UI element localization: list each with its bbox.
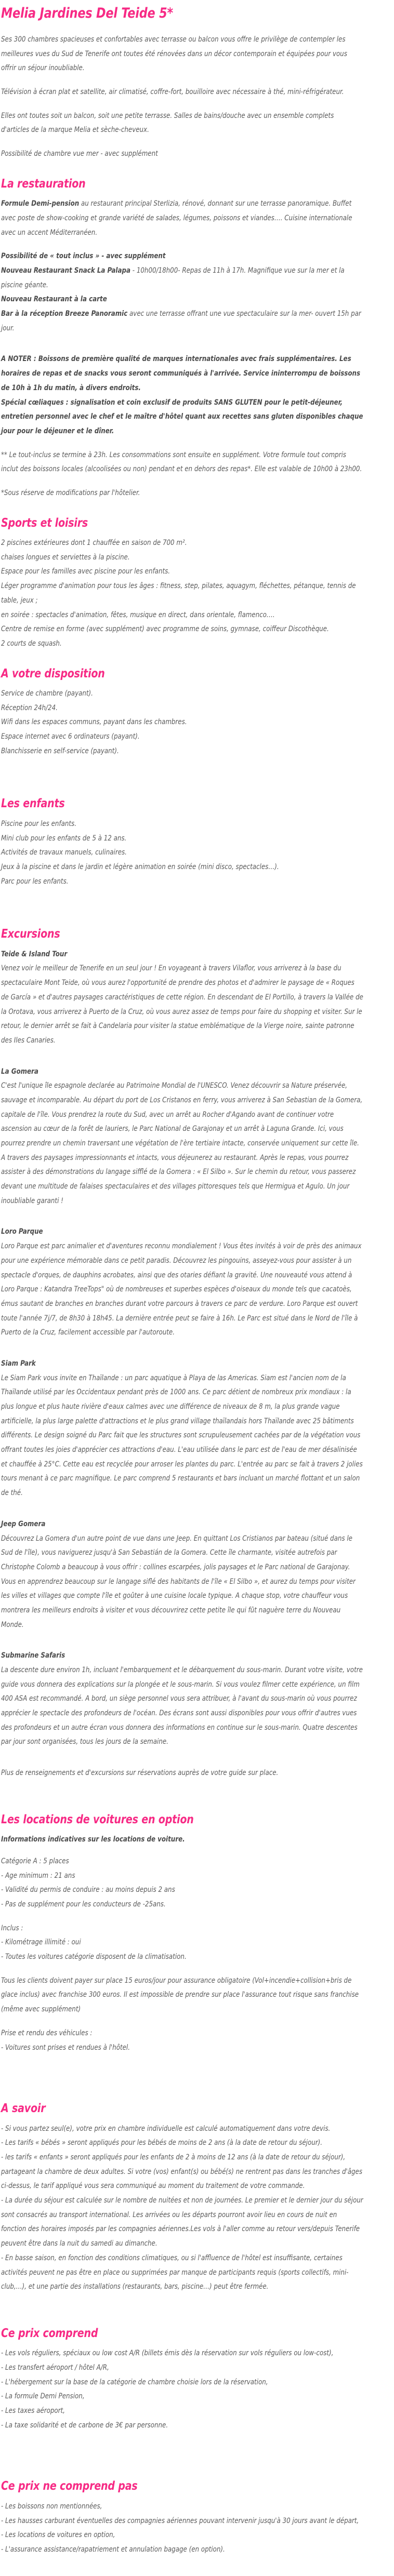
spacer	[1, 1847, 391, 1854]
list-item: chaises longues et serviettes à la piscine.	[1, 553, 130, 562]
list-item: - Les taxes aéroport,	[1, 2407, 65, 2415]
list-item: Léger programme d'animation pour tous les âges : fitness, step, pilates, aquagym, fléchettes, pétanque, tennis de table, jeux ;	[1, 582, 356, 605]
list-item: - Les locations de voitures en option,	[1, 2531, 115, 2540]
locations-prise-block	[1, 2026, 391, 2055]
excursion-description: Loro Parque est parc animalier et d'aventures reconnu mondialement ! Vous êtes invités à voir de près des animaux pour une expérience mémorable dans ce petit paradis. Découvrez les pingouins, asseyez-vous pour assister à un spectacle d'orques, de dauphins acrobates, ainsi que des otaries défiant la gravité. Une nouveauté vous attend à Loro Parque : Katandra TreeTops" où de nombreuses et superbes espèces d'oiseaux du monde tels que cacatoès, émus sautant de branches en branches durant votre parcours à travers ce parc de verdure. Loro Parque est ouvert toute l'année 7j/7, de 8h30 à 18h45. La dernière entrée peut se faire à 16h. Le Parc est situé dans le Nord de l'île à Puerto de la Cruz, facilement accessible par l'autoroute.	[1, 1242, 362, 1337]
spacer	[1, 1641, 391, 1649]
excursion-submarine-safaris	[1, 1649, 391, 1750]
excursion-siam-park	[1, 1357, 391, 1501]
list-item: - Voitures sont prises et rendues à l'hôtel.	[1, 2043, 130, 2052]
spacer	[1, 1759, 391, 1766]
enfants-list	[1, 817, 391, 889]
locations-inclus-label: Inclus :	[1, 1924, 23, 1932]
excursions-closing: Plus de renseignements et d'excursions sur réservations auprès de votre guide sur place.	[1, 1769, 279, 1778]
restauration-item-label: Possibilité de « tout inclus » - avec supplément	[1, 252, 166, 261]
intro-paragraph-3: Elles ont toutes soit un balcon, soit une petite terrasse. Salles de bains/douche avec un ensemble complets d'articles de la marque Melia et sèche-cheveux.	[1, 111, 334, 135]
section-title-sports: Sports et loisirs	[1, 516, 88, 530]
list-item: 2 courts de squash.	[1, 639, 62, 648]
spacer	[1, 1790, 391, 1797]
spacer	[1, 2442, 391, 2464]
section-title-locations: Les locations de voitures en option	[1, 1812, 194, 1826]
spacer	[1, 1350, 391, 1357]
list-item: Parc pour les enfants.	[1, 877, 69, 886]
locations-intro: Informations indicatives sur les locations de voiture.	[1, 1835, 185, 1844]
excursion-description: La descente dure environ 1h, incluant l'embarquement et le débarquement du sous-marin. Durant votre visite, votre guide vous donnera des explications sur la plongée et le sous-marin. Si vous voulez filmer cette expérience, un film 400 ASA est recommandé. A bord, un siège personnel vous sera attribuer, à l'avant du sous-marin où vous pourrez apprécier le spectacle des profondeurs de l'océan. Des écrans sont aussi disponibles pour vous offrir d'autres vues des profondeurs et un autre écran vous donnera des informations en continue sur le sous-marin. Quatre descentes par jour sont organisées, tous les jours de la semaine.	[1, 1666, 363, 1746]
list-item: - Kilométrage illimité : oui	[1, 1938, 81, 1947]
restauration-item-label: Nouveau Restaurant Snack La Palapa	[1, 266, 131, 275]
list-item: Jeux à la piscine et dans le jardin et légère animation en soirée (mini disco, spectacles…).	[1, 862, 279, 871]
spacer	[1, 898, 391, 912]
section-title-comprend: Ce prix comprend	[1, 2326, 98, 2340]
list-item: - La durée du séjour est calculée sur le nombre de nuitées et non de journées. Le premier et le dernier jour du séjour sont consacrés au transport international. Les arrivées ou les départs pourront avoir lieu en cours de nuit en fonction des horaires imposés par les compagnies aériennes.Les vols à l'aller comme au retour vers/depuis Tenerife peuvent être dans la nuit du samedi au dimanche.	[1, 2196, 363, 2248]
sports-list	[1, 536, 391, 651]
list-item: - En basse saison, en fonction des conditions climatiques, ou si l'affluence de l'hôtel est insuffisante, certaines activités peuvent ne pas être en place ou supprimées par manque de participants requis (sports collectifs, mini-club,…), et une partie des installations (restaurants, bars, piscine…) peut être fermée.	[1, 2253, 349, 2291]
restauration-item	[1, 307, 364, 336]
list-item: - Les vols réguliers, spéciaux ou low cost A/R (billets émis dès la réservation sur vols réguliers ou low-cost),	[1, 2349, 334, 2358]
excursion-name: Jeep Gomera	[1, 1519, 46, 1528]
excursion-name: Siam Park	[1, 1359, 36, 1368]
spacer	[1, 1218, 391, 1225]
formule-demi-pension-text: au restaurant principal Sterlizia, rénové, donnant sur une terrasse panoramique. Buffet avec poste de show-cooking et grande variété de salades, légumes, poissons et viandes…. Cuisine internationale avec un accent Méditerranéen.	[1, 199, 352, 237]
list-item: Wifi dans les espaces communs, payant dans les chambres.	[1, 718, 187, 727]
excursion-description: Découvrez La Gomera d'un autre point de vue dans une Jeep. En quittant Los Cristianos par bateau (situé dans le Sud de l'île), vous naviguerez jusqu'à San Sebastián de la Gomera. Cette île charmante, visitée autrefois par Christophe Colomb a beaucoup à vous offrir : collines escarpées, jolis paysages et le Parc national de Garajonay. Vous en apprendrez beaucoup sur le langage siflé des habitants de l'île « El Silbo », et aurez du temps pour visiter les villes et villages que compte l'île et goûter à une cuisine locale typique. A chaque stop, votre chauffeur vous montrera les meilleurs endroits à visiter et vous découvrirez cette petite île qui fût naguère terre du Nouveau Monde.	[1, 1534, 356, 1629]
spacer	[1, 768, 391, 781]
ne-comprend-pas-list	[1, 2500, 391, 2557]
locations-prise-label: Prise et rendu des véhicules :	[1, 2028, 93, 2037]
formule-demi-pension-label: Formule Demi-pension	[1, 199, 80, 208]
list-item: - L'hébergement sur la base de la catégorie de chambre choisie lors de la réservation,	[1, 2378, 268, 2386]
restauration-item	[1, 264, 364, 292]
footnote-tout-inclus: ** Le tout-inclus se termine à 23h. Les consommations sont ensuite en supplément. Votre formule tout compris inclut des boissons locales (alcoolisées ou non) pendant et en dehors des repas*. Elle est valable de 10h00 à 23h00.	[1, 450, 362, 474]
list-item: - Validité du permis de conduire : au moins depuis 2 ans	[1, 1886, 175, 1894]
section-title-excursions: Excursions	[1, 927, 60, 941]
list-item: - Age minimum : 21 ans	[1, 1871, 75, 1880]
excursion-name: Submarine Safaris	[1, 1651, 65, 1660]
list-item: Service de chambre (payant).	[1, 689, 93, 698]
page-title: Melia Jardines Del Teide 5*	[1, 5, 173, 21]
list-item: Centre de remise en forme (avec supplément) avec programme de soins, gymnase, coiffeur Discothèque.	[1, 625, 329, 634]
restauration-item	[1, 249, 364, 264]
footnote-modifications: *Sous réserve de modifications par l'hôtelier.	[1, 488, 140, 497]
excursion-name: Loro Parque	[1, 1227, 43, 1236]
section-title-disposition: A votre disposition	[1, 666, 105, 680]
spacer	[1, 345, 391, 352]
list-item: Réception 24h/24.	[1, 703, 58, 712]
locations-assurance: Tous les clients doivent payer sur place 15 euros/jour pour assurance obligatoire (Vol+incendie+collision+bris de glace inclus) avec franchise 300 euros. Il est impossible de prendre sur place l'assurance tout risque sans franchise (même avec supplément)	[1, 1976, 359, 2014]
list-item: - La taxe solidarité et de carbone de 3€ par personne.	[1, 2421, 168, 2430]
list-item: 2 piscines extérieures dont 1 chauffée en saison de 700 m².	[1, 539, 187, 548]
excursion-la-gomera	[1, 1065, 391, 1209]
disposition-list	[1, 687, 391, 758]
list-item: Activités de travaux manuels, culinaires.	[1, 848, 127, 857]
list-item: Espace internet avec 6 ordinateurs (payant).	[1, 732, 140, 741]
section-title-enfants: Les enfants	[1, 797, 65, 811]
excursion-description: Le Siam Park vous invite en Thaïlande : un parc aquatique à Playa de las Americas. Siam est l'ancien nom de la Thaïlande utilisé par les Occidentaux pendant près de 1000 ans. Ce parc détient de nombreux prix mondiaux : la plus longue et plus haute rivière d'eaux calmes avec une différence de niveaux de 8 m, la plus grande vague artificielle, la plus large palette d'attractions et le plus grand village thaïlandais hors Thaïlande avec 25 bâtiments différents. Le design soigné du Parc fait que les structures sont scrupuleusement cachées par de la végétation vous offrant toutes les joies d'apprécier ces attractions d'eau. L'eau utilisée dans le parc est de l'eau de mer désalinisée et chauffée à 25°C. Cette eau est recyclée pour arroser les plantes du parc. L'entrée au parc se fait à travers 2 jolies tours menant à ce parc magnifique. Le parc comprend 5 restaurants et bars incluant un marché flottant et un salon de thé.	[1, 1373, 363, 1498]
excursion-description: C'est l'unique île espagnole declarée au Patrimoine Mondial de l'UNESCO. Venez découvrir sa Nature préservée, sauvage et incomparable. Au départ du port de Los Cristanos en ferry, vous arriverez à San Sebastian de la Gomera, capitale de l'île. Vous prendrez la route du Sud, avec un arrêt au Rocher d'Agando avant de continuer votre ascension au cœur de la forêt de lauriers, le Parc National de Garajonay et un arrêt à Laguna Grande. Ici, vous pourrez prendre un chemin traversant une végétation de l'ère tertiaire intacte, conservée uniquement sur cette île. A travers des paysages impressionnants et intacts, vous déjeunerez au restaurant. Après le repas, vous pourrez assister à des démonstrations du langage sifflé de la Gomera : « El Silbo ». Sur le chemin du retour, vous passerez devant une multitude de falaises spectaculaires et des villages pittoresques tels que Hermigua et Agulo. Un jour inoubliable garanti !	[1, 1082, 363, 1205]
list-item: - Les boissons non mentionnées,	[1, 2502, 102, 2511]
spacer	[1, 1510, 391, 1517]
comprend-list	[1, 2346, 391, 2433]
excursion-jeep-gomera	[1, 1517, 391, 1633]
excursion-teide	[1, 947, 391, 1048]
locations-inclus-block	[1, 1921, 391, 1965]
restauration-item-text: - 10h00/18h00- Repas de 11h à 17h. Magnifique vue sur la mer et la piscine géante.	[1, 266, 345, 289]
list-item: Espace pour les familles avec piscine pour les enfants.	[1, 567, 170, 576]
section-title-savoir: A savoir	[1, 2102, 46, 2116]
note-coeliaques: Spécial cœliaques : signalisation et coin exclusif de produits SANS GLUTEN pour le petit-déjeuner, entretien personnel avec le chef et le maître d'hôtel quant aux recettes sans gluten disponibles chaque jour pour le déjeuner et le dîner.	[1, 398, 363, 435]
note-a-noter: A NOTER : Boissons de première qualité de marques internationales avec frais supplémentaires. Les horaires de repas et de snacks vous seront communiqués à l'arrivée. Service ininterrompu de boissons de 10h à 1h du matin, à divers endroits.	[1, 355, 361, 392]
locations-categorie: Catégorie A : 5 places	[1, 1857, 69, 1865]
list-item: - La formule Demi Pension,	[1, 2392, 85, 2401]
list-item: - L'assurance assistance/rapatriement et annulation bagage (en option).	[1, 2545, 225, 2554]
section-title-ne-comprend-pas: Ce prix ne comprend pas	[1, 2479, 138, 2493]
list-item: en soirée : spectacles d'animation, fêtes, musique en direct, dans orientale, flamenco….	[1, 610, 275, 619]
intro-paragraph-1: Ses 300 chambres spacieuses et confortables avec terrasse ou balcon vous offre le privilège de contempler les meilleures vues du Sud de Tenerife ont toutes été rénovées dans un décor contemporain et équipées pour vous offrir un séjour inoubliable.	[1, 35, 347, 73]
spacer	[1, 2304, 391, 2311]
list-item: - Si vous partez seul(e), votre prix en chambre individuelle est calculé automatiquement dans votre devis.	[1, 2124, 331, 2133]
list-item: - Pas de supplément pour les conducteurs de -25ans.	[1, 1900, 166, 1909]
locations-categorie-block	[1, 1854, 391, 1912]
restauration-item-text: avec une terrasse offrant une vue spectaculaire sur la mer- ouvert 15h par jour.	[1, 310, 361, 332]
list-item: Blanchisserie en self-service (payant).	[1, 746, 119, 755]
savoir-list	[1, 2122, 391, 2294]
list-item: - Toutes les voitures catégorie disposent de la climatisation.	[1, 1953, 187, 1961]
list-item: - Les tarifs « bébés » seront appliqués pour les bébés de moins de 2 ans (à la date de retour du séjour).	[1, 2139, 323, 2147]
excursion-loro-parque	[1, 1225, 391, 1340]
excursion-description: Venez voir le meilleur de Tenerife en un seul jour ! En voyageant à travers Vilaflor, vous arriverez à la base du spectaculaire Mont Teide, où vous aurez l'opportunité de prendre des photos et d'admirer le paysage de « Roques de García » et d'autres paysages caractéristiques de cette région. En descendant de El Portillo, à travers la Vallée de la Orotava, vous arriverez à Puerto de la Cruz, où vous aurez assez de temps pour faire du shopping et visiter. Sur le retour, le dernier arrêt se fait à Candelaria pour visiter la statue emblématique de la Vierge noire, sainte patronne des Iles Canaries.	[1, 964, 363, 1045]
list-item: - Les hausses carburant éventuelles des compagnies aériennes pouvant intervenir jusqu'à 30 jours avant le départ,	[1, 2516, 359, 2525]
list-item: Mini club pour les enfants de 5 à 12 ans.	[1, 834, 127, 843]
spacer	[1, 1058, 391, 1065]
formule-demi-pension	[1, 197, 364, 240]
intro-paragraph-2: Télévision à écran plat et satellite, air climatisé, coffre-fort, bouilloire avec nécessaire à thé, mini-réfrigérateur.	[1, 88, 344, 97]
excursion-name: Teide & Island Tour	[1, 950, 68, 958]
list-item: - Les transfert aéroport / hôtel A/R,	[1, 2364, 109, 2372]
spacer	[1, 2064, 391, 2086]
restauration-notes	[1, 352, 391, 438]
intro-paragraph-4: Possibilité de chambre vue mer - avec supplément	[1, 150, 158, 158]
restauration-item-label: Nouveau Restaurant à la carte	[1, 295, 107, 304]
section-title-restauration: La restauration	[1, 177, 86, 191]
excursion-name: La Gomera	[1, 1067, 38, 1076]
list-item: - les tarifs « enfants » seront appliqués pour les enfants de 2 à moins de 12 ans (à la date de retour du séjour), partageant la chambre de deux adultes. Si votre (vos) enfant(s) ou bébé(s) ne rentrent pas dans les tranches d'âges ci-dessus, le tarif appliqué vous sera communiqué au moment du traitement de votre commande.	[1, 2153, 363, 2191]
list-item: Piscine pour les enfants.	[1, 819, 77, 828]
restauration-items	[1, 249, 391, 336]
restauration-item-label: Bar à la réception Breeze Panoramic	[1, 310, 128, 318]
restauration-item	[1, 292, 364, 307]
